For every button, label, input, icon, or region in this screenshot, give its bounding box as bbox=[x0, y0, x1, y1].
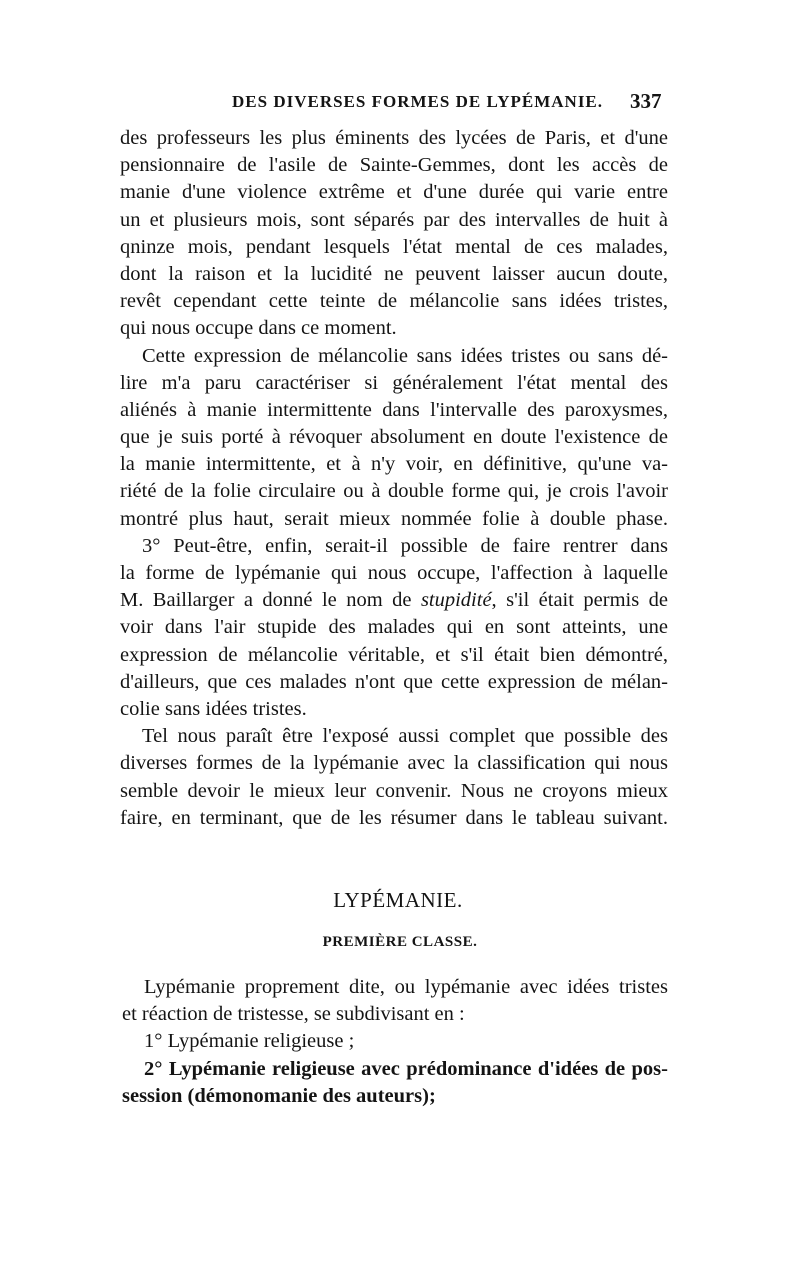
text-segment: M. Baillarger a donné le nom de bbox=[120, 589, 421, 612]
text-line: Lypémanie proprement dite, ou lypémanie avec idées tristes bbox=[144, 976, 668, 998]
list-item: session (démonomanie des auteurs); bbox=[122, 1084, 436, 1107]
text-line: colie sans idées tristes. bbox=[120, 697, 307, 720]
text-line: qui nous occupe dans ce moment. bbox=[120, 317, 397, 340]
text-line: d'ailleurs, que ces malades n'ont que cette expression de mélan- bbox=[120, 670, 668, 693]
text-line: manie d'une violence extrême et d'une durée qui varie entre bbox=[120, 181, 668, 204]
text-line: Tel nous paraît être l'exposé aussi complet que possible des bbox=[142, 725, 668, 748]
text-line: diverses formes de la lypémanie avec la classification qui nous bbox=[120, 752, 668, 775]
page-number: 337 bbox=[630, 89, 662, 113]
text-line: revêt cependant cette teinte de mélancolie sans idées tristes, bbox=[120, 290, 668, 313]
list-item: 2° Lypémanie religieuse avec prédominance d'idées de pos- bbox=[144, 1057, 668, 1080]
text-line: pensionnaire de l'asile de Sainte-Gemmes, dont les accès de bbox=[120, 154, 668, 177]
text-line: riété de la folie circulaire ou à double forme qui, je crois l'avoir bbox=[120, 480, 668, 503]
text-line: voir dans l'air stupide des malades qui en sont atteints, une bbox=[120, 616, 668, 639]
text-line: des professeurs les plus éminents des lycées de Paris, et d'une bbox=[120, 127, 668, 149]
text-line: et réaction de tristesse, se subdivisant en : bbox=[122, 1003, 465, 1026]
text-line: lire m'a paru caractériser si généralement l'état mental des bbox=[120, 371, 668, 394]
text-line: que je suis porté à révoquer absolument en doute l'existence de bbox=[120, 426, 668, 449]
text-line: aliénés à manie intermittente dans l'intervalle des paroxysmes, bbox=[120, 398, 668, 421]
text-line: la forme de lypémanie qui nous occupe, l'affection à laquelle bbox=[120, 562, 668, 584]
class-heading: PREMIÈRE CLASSE. bbox=[322, 934, 478, 950]
text-line: dont la raison et la lucidité ne peuvent laisser aucun doute, bbox=[120, 262, 668, 285]
text-line: 3° Peut-être, enfin, serait-il possible de faire rentrer dans bbox=[142, 534, 668, 557]
body-text bbox=[120, 125, 668, 832]
text-line: semble devoir le mieux leur convenir. Nous ne croyons mieux bbox=[120, 779, 668, 802]
text-line: faire, en terminant, que de les résumer dans le tableau suivant. bbox=[120, 806, 668, 829]
italic-term: stupidité bbox=[420, 589, 492, 612]
text-line: expression de mélancolie véritable, et s'il était bien démontré, bbox=[120, 643, 668, 666]
text-line: la manie intermittente, et à n'y voir, en définitive, qu'une va- bbox=[120, 453, 668, 476]
list-item: 1° Lypémanie religieuse ; bbox=[144, 1030, 355, 1053]
classification-text bbox=[122, 974, 668, 1110]
text-line: montré plus haut, serait mieux nommée folie à double phase. bbox=[120, 507, 668, 530]
text-line: qninze mois, pendant lesquels l'état mental de ces malades, bbox=[120, 235, 668, 258]
section-heading: LYPÉMANIE. bbox=[333, 888, 463, 912]
text-line: un et plusieurs mois, sont séparés par des intervalles de huit à bbox=[120, 208, 668, 231]
text-line bbox=[120, 587, 668, 614]
text-segment: , s'il était permis de bbox=[491, 589, 668, 612]
running-title: DES DIVERSES FORMES DE LYPÉMANIE. bbox=[232, 92, 604, 111]
text-line: Cette expression de mélancolie sans idées tristes ou sans dé- bbox=[142, 344, 668, 367]
